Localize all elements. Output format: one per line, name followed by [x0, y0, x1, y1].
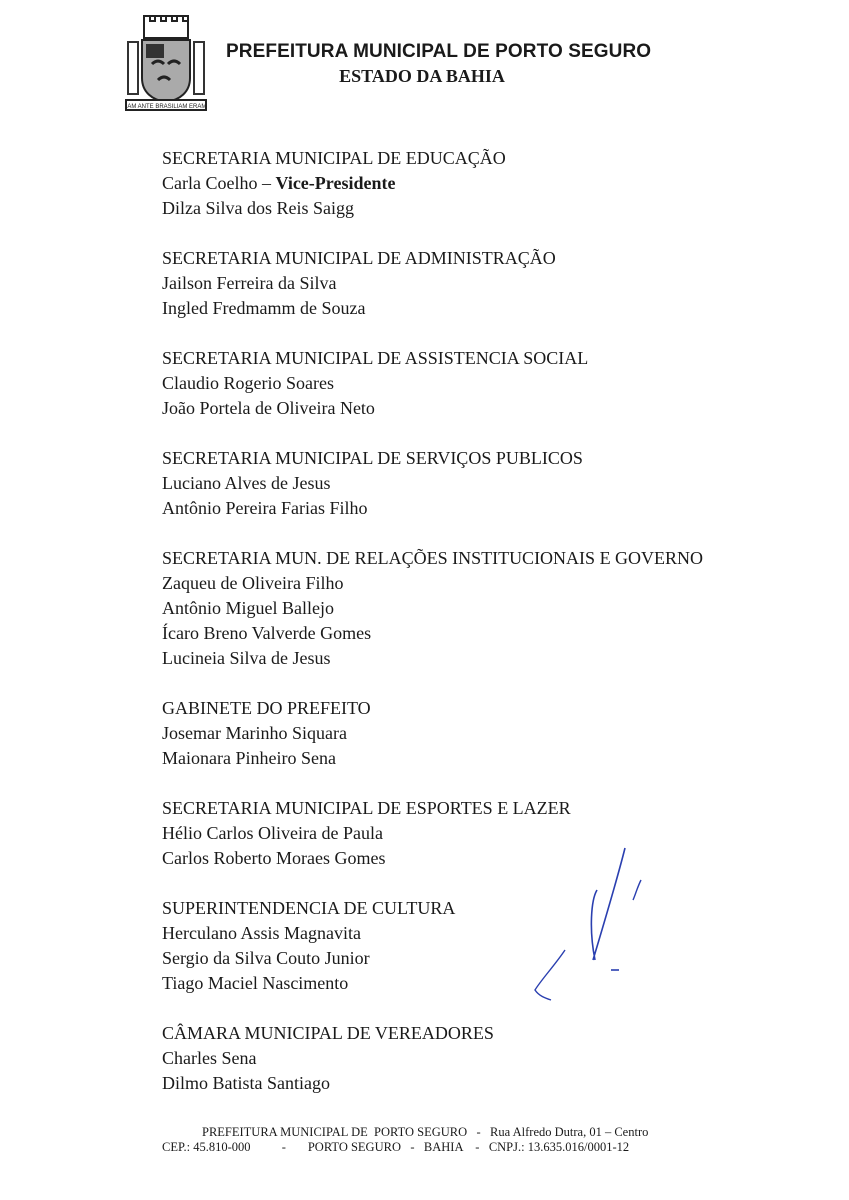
member-name: Hélio Carlos Oliveira de Paula: [162, 823, 383, 843]
member-name: Lucineia Silva de Jesus: [162, 648, 331, 668]
member-name: Sergio da Silva Couto Junior: [162, 948, 370, 968]
member-group: [162, 546, 703, 671]
member-line: [162, 271, 703, 296]
member-name: Claudio Rogerio Soares: [162, 373, 334, 393]
member-line: [162, 296, 703, 321]
group-title: SECRETARIA MUNICIPAL DE SERVIÇOS PUBLICOS: [162, 448, 583, 468]
member-name: Carla Coelho –: [162, 173, 276, 193]
member-line: [162, 1046, 703, 1071]
member-name: Jailson Ferreira da Silva: [162, 273, 337, 293]
member-group: [162, 696, 703, 771]
member-line: [162, 571, 703, 596]
member-group: [162, 246, 703, 321]
member-line: [162, 396, 703, 421]
member-name: Tiago Maciel Nascimento: [162, 973, 349, 993]
member-group: [162, 1021, 703, 1096]
member-line: [162, 721, 703, 746]
group-title: GABINETE DO PREFEITO: [162, 698, 371, 718]
member-name: Ícaro Breno Valverde Gomes: [162, 623, 372, 643]
member-line: [162, 171, 703, 196]
member-name: Maionara Pinheiro Sena: [162, 748, 336, 768]
member-name: João Portela de Oliveira Neto: [162, 398, 375, 418]
member-group: [162, 446, 703, 521]
group-title: SECRETARIA MUNICIPAL DE ESPORTES E LAZER: [162, 798, 571, 818]
member-name: Carlos Roberto Moraes Gomes: [162, 848, 386, 868]
member-name: Herculano Assis Magnavita: [162, 923, 361, 943]
municipal-coat-of-arms-logo: [124, 12, 208, 116]
handwritten-signature: [525, 840, 655, 1010]
header-title: PREFEITURA MUNICIPAL DE PORTO SEGURO: [226, 41, 652, 62]
member-name: Dilza Silva dos Reis Saigg: [162, 198, 354, 218]
member-name: Dilmo Batista Santiago: [162, 1073, 330, 1093]
member-name: Antônio Miguel Ballejo: [162, 598, 334, 618]
member-line: [162, 471, 703, 496]
member-line: [162, 746, 703, 771]
group-title: CÂMARA MUNICIPAL DE VEREADORES: [162, 1023, 494, 1043]
member-line: [162, 196, 703, 221]
group-title: SECRETARIA MUNICIPAL DE EDUCAÇÃO: [162, 148, 506, 168]
member-name: Antônio Pereira Farias Filho: [162, 498, 368, 518]
group-title: SECRETARIA MUNICIPAL DE ASSISTENCIA SOCIAL: [162, 348, 589, 368]
member-line: [162, 646, 703, 671]
member-name: Luciano Alves de Jesus: [162, 473, 331, 493]
header-subtitle: ESTADO DA BAHIA: [339, 66, 505, 86]
svg-text:IAM ANTE BRASILIAM ERAM: IAM ANTE BRASILIAM ERAM: [125, 104, 207, 110]
member-line: [162, 496, 703, 521]
member-name: Ingled Fredmamm de Souza: [162, 298, 366, 318]
member-name: Charles Sena: [162, 1048, 257, 1068]
member-name: Zaqueu de Oliveira Filho: [162, 573, 344, 593]
footer-registration: CEP.: 45.810-000 - PORTO SEGURO - BAHIA - CNPJ.: 13.635.016/0001-12: [162, 1140, 630, 1154]
member-group: [162, 146, 703, 221]
group-title: SUPERINTENDENCIA DE CULTURA: [162, 898, 456, 918]
member-line: [162, 1071, 703, 1096]
member-line: [162, 371, 703, 396]
member-line: [162, 621, 703, 646]
group-title: SECRETARIA MUNICIPAL DE ADMINISTRAÇÃO: [162, 248, 556, 268]
footer-address: PREFEITURA MUNICIPAL DE PORTO SEGURO - Rua Alfredo Dutra, 01 – Centro: [202, 1125, 649, 1139]
member-line: [162, 596, 703, 621]
group-title: SECRETARIA MUN. DE RELAÇÕES INSTITUCIONAIS E GOVERNO: [162, 548, 704, 568]
member-role: Vice-Presidente: [275, 173, 396, 193]
member-name: Josemar Marinho Siquara: [162, 723, 347, 743]
member-group: [162, 346, 703, 421]
